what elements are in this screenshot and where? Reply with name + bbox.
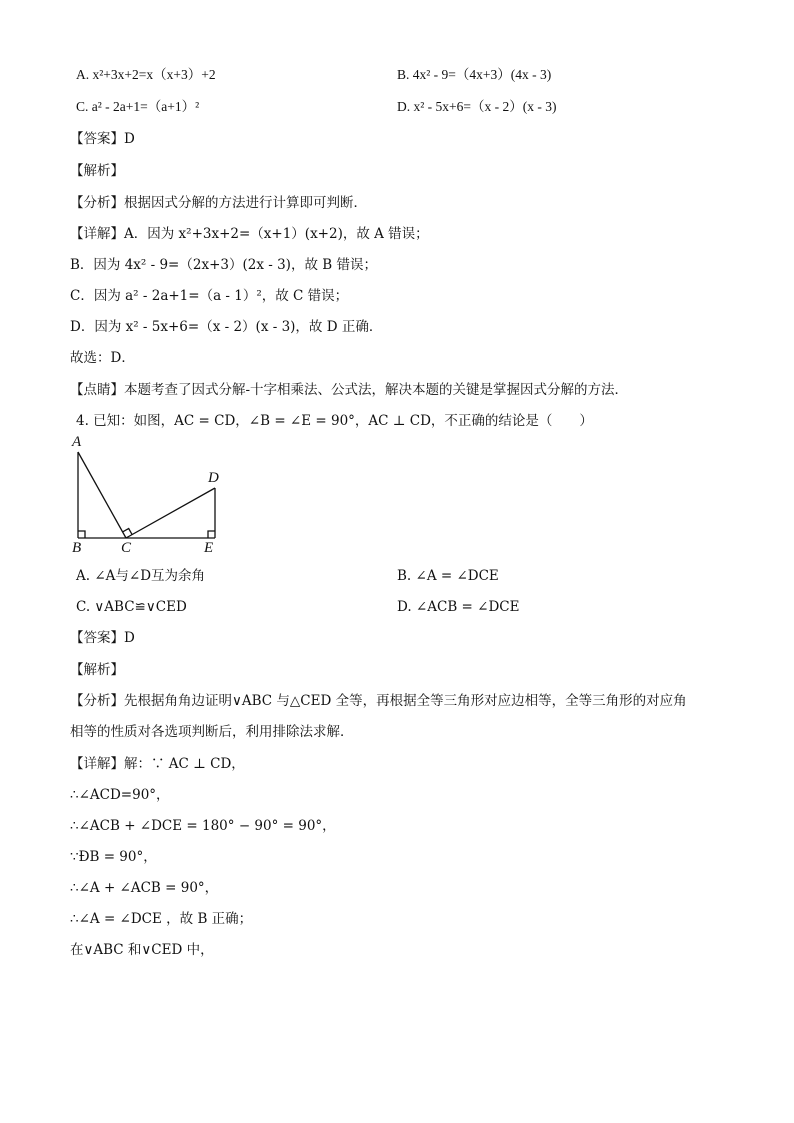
q4-stem: 4. 已知：如图，AC = CD，∠B = ∠E = 90°，AC ⊥ CD，不正确的结论是（ ） <box>76 413 593 429</box>
q3-option-b: B. 4x² - 9=（4x+3）(4x - 3) <box>397 67 552 82</box>
segment-ac <box>78 452 126 538</box>
q4-option-d: D. ∠ACB = ∠DCE <box>397 599 520 615</box>
segment-cd <box>126 488 215 538</box>
geometry-figure <box>70 430 240 560</box>
q4-answer: 【答案】D <box>70 630 135 646</box>
q3-fenxi: 【分析】根据因式分解的方法进行计算即可判断． <box>70 195 367 211</box>
q4-step-3: ∵ÐB = 90°， <box>70 849 157 865</box>
q4-step-5: ∴∠A = ∠DCE ，故 B 正确； <box>70 911 253 927</box>
label-b: B <box>72 540 82 556</box>
label-c: C <box>121 540 132 556</box>
q4-detail-intro: 【详解】解：∵ AC ⊥ CD， <box>70 756 245 772</box>
q3-detail-d: D．因为 x² - 5x+6=（x - 2）(x - 3)，故 D 正确． <box>70 319 383 335</box>
label-e: E <box>204 540 214 556</box>
q3-answer: 【答案】D <box>70 131 135 147</box>
q4-step-1: ∴∠ACD=90°， <box>70 787 170 803</box>
label-d: D <box>208 470 219 486</box>
q4-step-2: ∴∠ACB + ∠DCE = 180° − 90° = 90°， <box>70 818 336 834</box>
q3-analysis-title: 【解析】 <box>70 163 124 179</box>
q3-choice: 故选：D． <box>70 350 135 366</box>
q3-option-a: A. x²+3x+2=x（x+3）+2 <box>76 67 216 82</box>
right-angle-b <box>78 531 85 538</box>
label-a: A <box>72 434 82 450</box>
q4-option-b: B. ∠A = ∠DCE <box>397 568 499 584</box>
q4-option-a: A. ∠A与∠D互为余角 <box>76 568 206 584</box>
q3-detail-c: C．因为 a² - 2a+1=（a - 1）²，故 C 错误； <box>70 288 349 304</box>
q4-analysis-title: 【解析】 <box>70 662 124 678</box>
q3-detail-a: 【详解】A．因为 x²+3x+2=（x+1）(x+2)，故 A 错误； <box>70 226 429 242</box>
q3-detail-b: B．因为 4x² - 9=（2x+3）(2x - 3)，故 B 错误； <box>70 257 377 273</box>
q4-option-c: C. ∨ABC≌∨CED <box>76 599 187 615</box>
q4-step-6: 在∨ABC 和∨CED 中， <box>70 942 214 958</box>
q4-fenxi-line1: 【分析】先根据角角边证明∨ABC 与△CED 全等，再根据全等三角形对应边相等，全等三角形的对应角 <box>70 693 687 709</box>
right-angle-e <box>208 531 215 538</box>
q4-step-4: ∴∠A + ∠ACB = 90°， <box>70 880 219 896</box>
q4-fenxi-line2: 相等的性质对各选项判断后，利用排除法求解． <box>70 724 354 740</box>
q3-option-d: D. x² - 5x+6=（x - 2）(x - 3) <box>397 99 557 114</box>
q3-dianjing: 【点睛】本题考查了因式分解-十字相乘法、公式法，解决本题的关键是掌握因式分解的方法． <box>70 382 629 398</box>
q3-option-c: C. a² - 2a+1=（a+1）² <box>76 99 200 114</box>
